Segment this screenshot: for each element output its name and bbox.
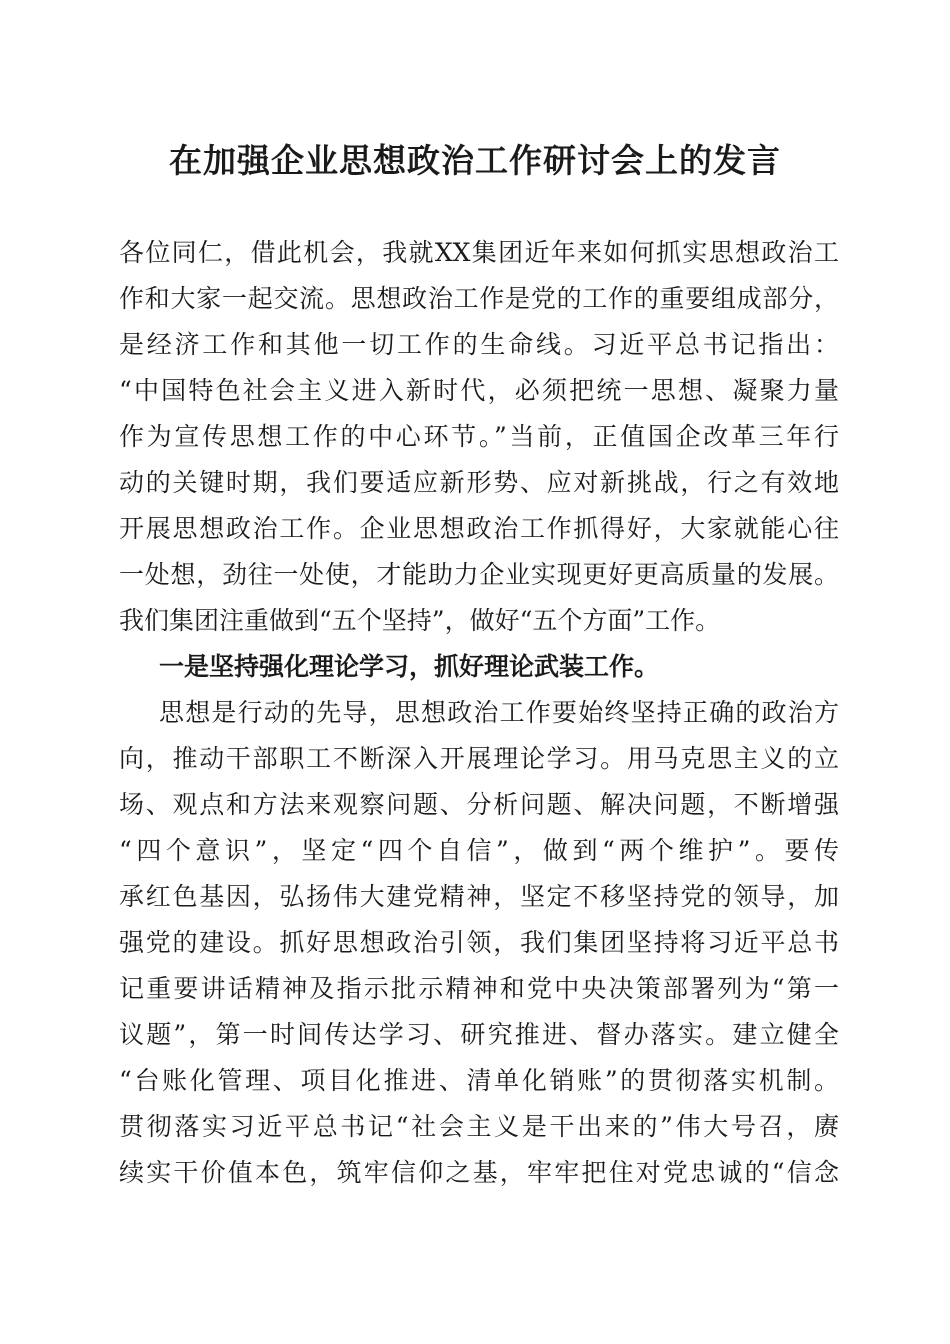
body-line: “四个意识”，坚定“四个自信”，做到“两个维护”。要传 bbox=[119, 836, 839, 865]
body-line: 记重要讲话精神及指示批示精神和党中央决策部署列为“第一 bbox=[119, 974, 839, 1003]
body-line: 向，推动干部职工不断深入开展理论学习。用马克思主义的立 bbox=[119, 744, 839, 773]
body-line: “台账化管理、项目化推进、清单化销账”的贯彻落实机制。 bbox=[119, 1066, 839, 1095]
body-line: 我们集团注重做到“五个坚持”，做好“五个方面”工作。 bbox=[119, 606, 721, 635]
body-line: 动的关键时期，我们要适应新形势、应对新挑战，行之有效地 bbox=[119, 468, 839, 497]
document-body bbox=[119, 230, 839, 1196]
body-line: 场、观点和方法来观察问题、分析问题、解决问题，不断增强 bbox=[119, 790, 839, 819]
body-line: 承红色基因，弘扬伟大建党精神，坚定不移坚持党的领导，加 bbox=[119, 882, 839, 911]
body-line: 作为宣传思想工作的中心环节。”当前，正值国企改革三年行 bbox=[119, 422, 839, 451]
body-line: 议题”，第一时间传达学习、研究推进、督办落实。建立健全 bbox=[119, 1020, 839, 1049]
body-line: 是经济工作和其他一切工作的生命线。习近平总书记指出： bbox=[119, 330, 839, 359]
body-line: 一处想，劲往一处使，才能助力企业实现更好更高质量的发展。 bbox=[119, 560, 839, 589]
section-heading: 一是坚持强化理论学习，抓好理论武装工作。 bbox=[159, 652, 660, 681]
body-line: 各位同仁，借此机会，我就XX集团近年来如何抓实思想政治工 bbox=[119, 238, 839, 267]
body-line: 续实干价值本色，筑牢信仰之基，牢牢把住对党忠诚的“信念 bbox=[119, 1158, 839, 1187]
body-line: 贯彻落实习近平总书记“社会主义是干出来的”伟大号召，赓 bbox=[119, 1112, 839, 1141]
document-title: 在加强企业思想政治工作研讨会上的发言 bbox=[169, 141, 781, 180]
body-line: 作和大家一起交流。思想政治工作是党的工作的重要组成部分， bbox=[119, 284, 839, 313]
body-line: 强党的建设。抓好思想政治引领，我们集团坚持将习近平总书 bbox=[119, 928, 839, 957]
body-line: 开展思想政治工作。企业思想政治工作抓得好，大家就能心往 bbox=[119, 514, 839, 543]
body-line: 思想是行动的先导，思想政治工作要始终坚持正确的政治方 bbox=[159, 698, 839, 727]
body-line: “中国特色社会主义进入新时代，必须把统一思想、凝聚力量 bbox=[119, 376, 839, 405]
